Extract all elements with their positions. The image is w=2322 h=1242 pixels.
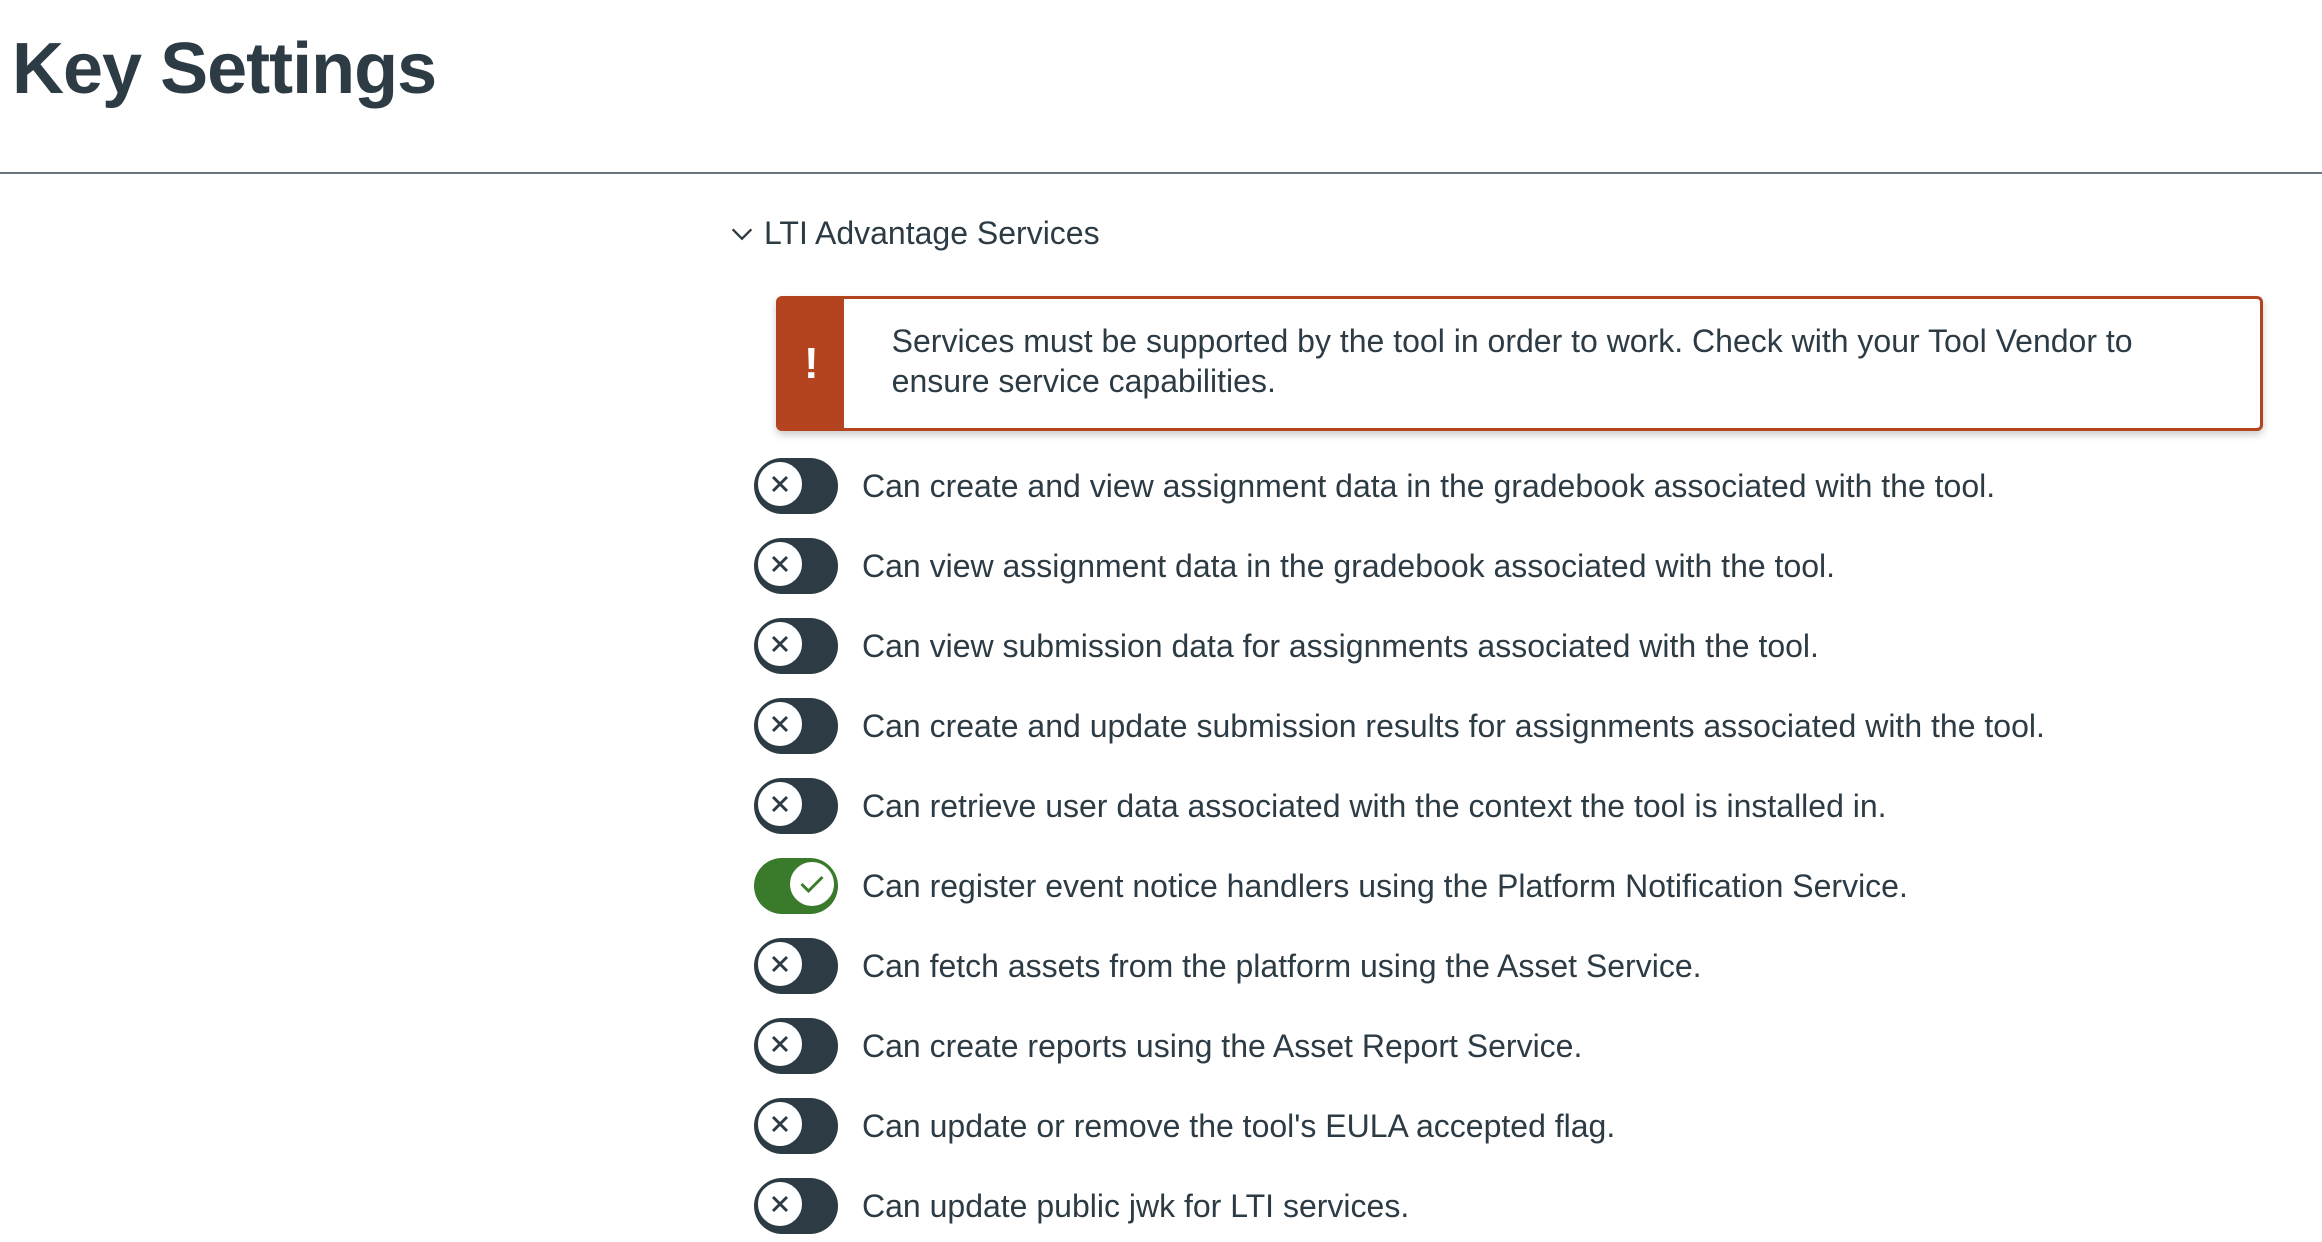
service-toggle[interactable] xyxy=(754,618,838,674)
service-label: Can update public jwk for LTI services. xyxy=(862,1187,1410,1224)
service-row xyxy=(754,858,1908,914)
x-icon xyxy=(770,634,790,654)
service-row xyxy=(754,458,1995,514)
service-row xyxy=(754,618,1819,674)
x-icon xyxy=(770,714,790,734)
service-toggle[interactable] xyxy=(754,1098,838,1154)
service-row xyxy=(754,1018,1582,1074)
x-icon xyxy=(770,1194,790,1214)
check-icon xyxy=(798,870,826,898)
service-label: Can fetch assets from the platform using the Asset Service. xyxy=(862,947,1702,984)
x-icon xyxy=(770,554,790,574)
toggle-knob xyxy=(756,1020,804,1068)
lti-advantage-services-toggle[interactable] xyxy=(728,215,1100,252)
service-toggle[interactable] xyxy=(754,538,838,594)
toggle-knob xyxy=(788,860,836,908)
toggle-knob xyxy=(756,940,804,988)
service-toggle[interactable] xyxy=(754,778,838,834)
service-toggle[interactable] xyxy=(754,1178,838,1234)
x-icon xyxy=(770,1034,790,1054)
service-label: Can retrieve user data associated with the context the tool is installed in. xyxy=(862,787,1887,824)
toggle-knob xyxy=(756,1100,804,1148)
service-toggle[interactable] xyxy=(754,1018,838,1074)
x-icon xyxy=(770,794,790,814)
service-row xyxy=(754,698,2045,754)
section-label: LTI Advantage Services xyxy=(764,215,1100,251)
service-row xyxy=(754,938,1702,994)
x-icon xyxy=(770,474,790,494)
service-label: Can view submission data for assignments associated with the tool. xyxy=(862,627,1819,664)
service-label: Can create reports using the Asset Report Service. xyxy=(862,1027,1583,1064)
service-row xyxy=(754,538,1835,594)
service-toggle[interactable] xyxy=(754,858,838,914)
toggle-knob xyxy=(756,460,804,508)
service-toggle[interactable] xyxy=(754,698,838,754)
service-toggle[interactable] xyxy=(754,458,838,514)
service-label: Can view assignment data in the gradebook associated with the tool. xyxy=(862,547,1836,584)
service-row xyxy=(754,1178,1409,1234)
service-row xyxy=(754,1098,1615,1154)
alert-message: Services must be supported by the tool in order to work. Check with your Tool Vendor to ensure service capabilities. xyxy=(891,323,2133,399)
x-icon xyxy=(770,1114,790,1134)
chevron-down-icon xyxy=(728,220,756,248)
toggle-knob xyxy=(756,540,804,588)
service-label: Can create and update submission results for assignments associated with the tool. xyxy=(862,707,2045,744)
divider xyxy=(0,172,2322,174)
service-toggle[interactable] xyxy=(754,938,838,994)
page-title: Key Settings xyxy=(12,29,437,109)
service-label: Can register event notice handlers using the Platform Notification Service. xyxy=(862,867,1908,904)
toggle-knob xyxy=(756,700,804,748)
service-row xyxy=(754,778,1887,834)
warning-alert xyxy=(776,296,2263,431)
toggle-knob xyxy=(756,1180,804,1228)
x-icon xyxy=(770,954,790,974)
toggle-knob xyxy=(756,780,804,828)
warning-icon: ! xyxy=(779,299,844,428)
toggle-knob xyxy=(756,620,804,668)
service-label: Can create and view assignment data in the gradebook associated with the tool. xyxy=(862,467,1996,504)
service-label: Can update or remove the tool's EULA accepted flag. xyxy=(862,1107,1616,1144)
